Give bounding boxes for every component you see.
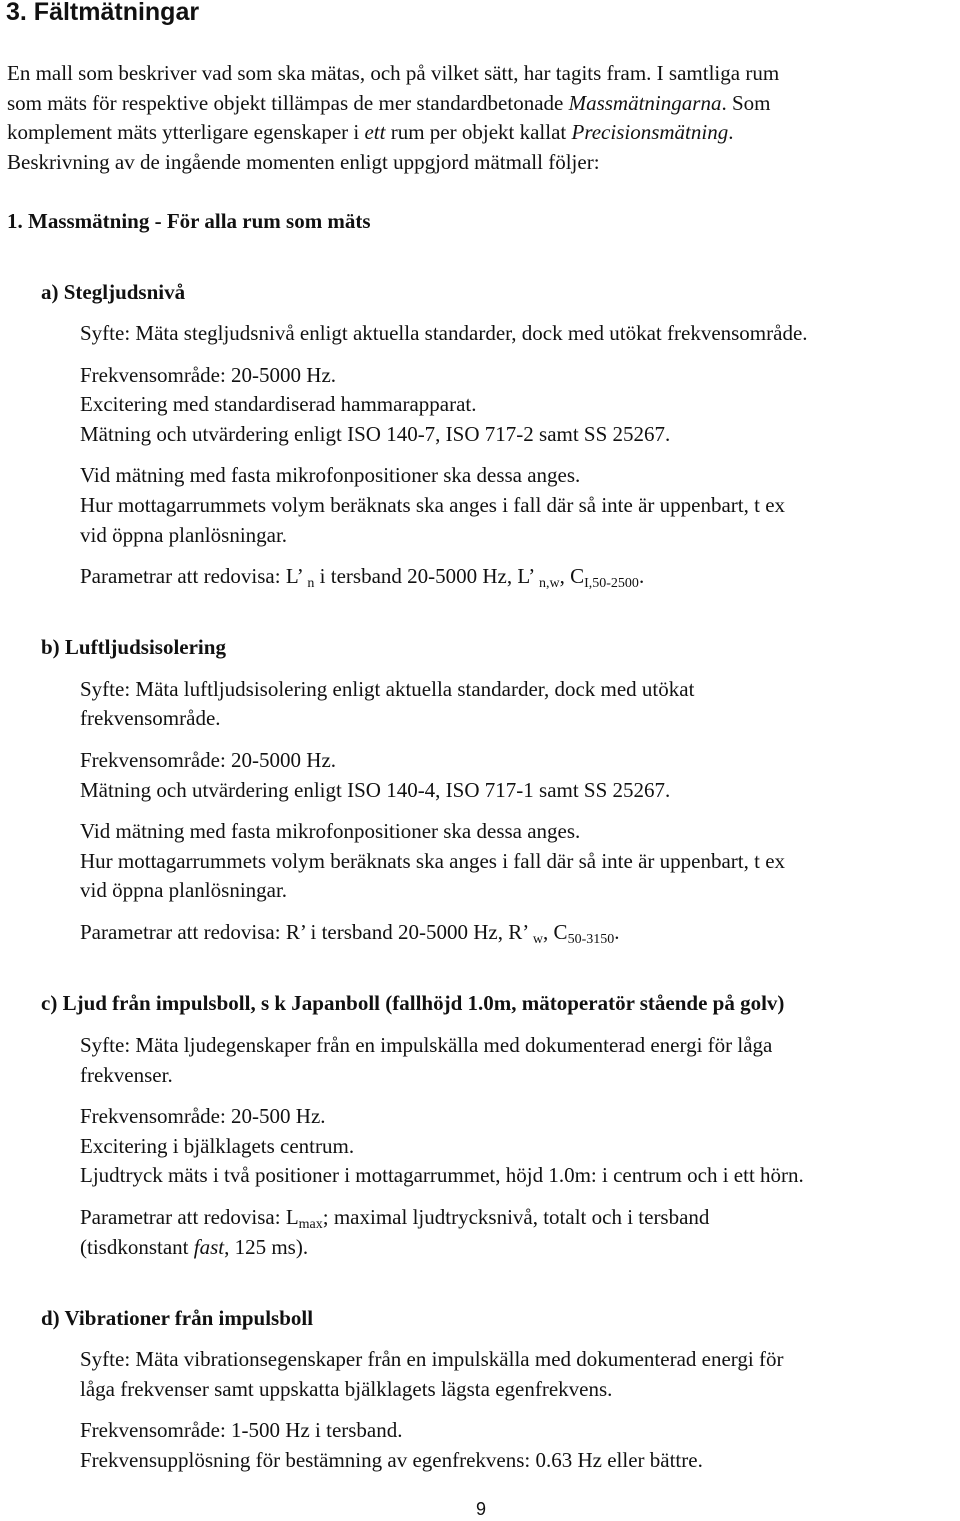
intro-emphasis: Massmätningarna [568,91,722,115]
subsection-b-title: b) Luftljudsisolering [41,635,226,659]
b-parametrar [80,917,619,947]
intro-line-4: Beskrivning av de ingående momenten enligt uppgjord mätmall följer: [7,150,600,174]
section-1-title: 1. Massmätning - För alla rum som mäts [7,209,371,233]
param-subscript: w [532,932,544,947]
a-vid-matning: Vid mätning med fasta mikrofonpositioner ska dessa anges. [80,463,581,487]
c-ljudtryck: Ljudtryck mäts i två positioner i mottagarrummet, höjd 1.0m: i centrum och i ett hörn. [80,1163,804,1187]
b-hur-2: vid öppna planlösningar. [80,878,288,902]
c-parametrar-1 [80,1202,709,1232]
b-vid-matning: Vid mätning med fasta mikrofonpositioner ska dessa anges. [80,819,581,843]
param-text: . [614,920,620,944]
d-frekvens: Frekvensområde: 1-500 Hz i tersband. [80,1418,403,1442]
intro-line-1: En mall som beskriver vad som ska mätas, och på vilket sätt, har tagits fram. I samtliga rum [7,61,780,85]
param-text: , C [559,564,585,588]
section-heading: 3. Fältmätningar [6,0,200,26]
param-text: . [638,564,645,588]
intro-line-3 [7,117,733,147]
intro-line-2 [7,88,770,118]
param-text: Parametrar att redovisa: R’ i tersband 20-5000 Hz, R’ [80,920,533,944]
param-text: , 125 ms). [224,1235,309,1259]
a-syfte: Syfte: Mäta stegljudsnivå enligt aktuella standarder, dock med utökat frekvensområde. [80,321,808,345]
a-frekvens: Frekvensområde: 20-5000 Hz. [80,363,337,387]
a-parametrar [80,561,644,591]
subsection-d-title: d) Vibrationer från impulsboll [41,1306,314,1330]
intro-text: komplement mäts ytterligare egenskaper i [7,120,365,144]
page-number: 9 [476,1499,487,1519]
d-syfte-1: Syfte: Mäta vibrationsegenskaper från en impulskälla med dokumenterad energi för [80,1347,784,1371]
param-text: , C [543,920,568,944]
d-frekvensupplosning: Frekvensupplösning för bestämning av egenfrekvens: 0.63 Hz eller bättre. [80,1448,703,1472]
c-syfte-1: Syfte: Mäta ljudegenskaper från en impulskälla med dokumenterad energi för låga [80,1033,773,1057]
intro-text: . Som [721,91,771,115]
a-excitering: Excitering med standardiserad hammarapparat. [80,392,477,416]
b-matning: Mätning och utvärdering enligt ISO 140-4, ISO 717-1 samt SS 25267. [80,778,671,802]
b-syfte-2: frekvensområde. [80,706,221,730]
param-subscript: n [307,576,315,591]
b-frekvens: Frekvensområde: 20-5000 Hz. [80,748,337,772]
intro-text: som mäts för respektive objekt tillämpas de mer standardbetonade [7,91,569,115]
c-syfte-2: frekvenser. [80,1063,173,1087]
param-subscript: max [298,1217,323,1232]
param-emphasis: fast [193,1235,225,1259]
param-text: ; maximal ljudtrycksnivå, totalt och i tersband [322,1205,710,1229]
b-hur-1: Hur mottagarrummets volym beräknats ska anges i fall där så inte är uppenbart, t ex [80,849,786,873]
subsection-a-title: a) Stegljudsnivå [41,280,186,304]
a-hur-2: vid öppna planlösningar. [80,523,288,547]
param-subscript: n,w [538,576,560,591]
a-matning: Mätning och utvärdering enligt ISO 140-7, ISO 717-2 samt SS 25267. [80,422,671,446]
intro-text: . [728,120,734,144]
param-text: Parametrar att redovisa: L [80,1205,299,1229]
d-syfte-2: låga frekvenser samt uppskatta bjälklagets lägsta egenfrekvens. [80,1377,613,1401]
b-syfte-1: Syfte: Mäta luftljudsisolering enligt aktuella standarder, dock med utökat [80,677,695,701]
a-hur-1: Hur mottagarrummets volym beräknats ska anges i fall där så inte är uppenbart, t ex [80,493,786,517]
param-text: (tisdkonstant [80,1235,194,1259]
intro-emphasis: ett [364,120,386,144]
intro-text: rum per objekt kallat [385,120,572,144]
param-text: Parametrar att redovisa: L’ [80,564,308,588]
param-subscript: 50-3150 [567,932,615,947]
param-subscript: I,50-2500 [584,576,639,591]
param-text: i tersband 20-5000 Hz, L’ [314,564,539,588]
subsection-c-title: c) Ljud från impulsboll, s k Japanboll (fallhöjd 1.0m, mätoperatör stående på golv) [41,991,785,1015]
intro-emphasis: Precisionsmätning [571,120,729,144]
c-parametrar-2 [80,1232,308,1262]
c-frekvens: Frekvensområde: 20-500 Hz. [80,1104,326,1128]
c-excitering: Excitering i bjälklagets centrum. [80,1134,355,1158]
